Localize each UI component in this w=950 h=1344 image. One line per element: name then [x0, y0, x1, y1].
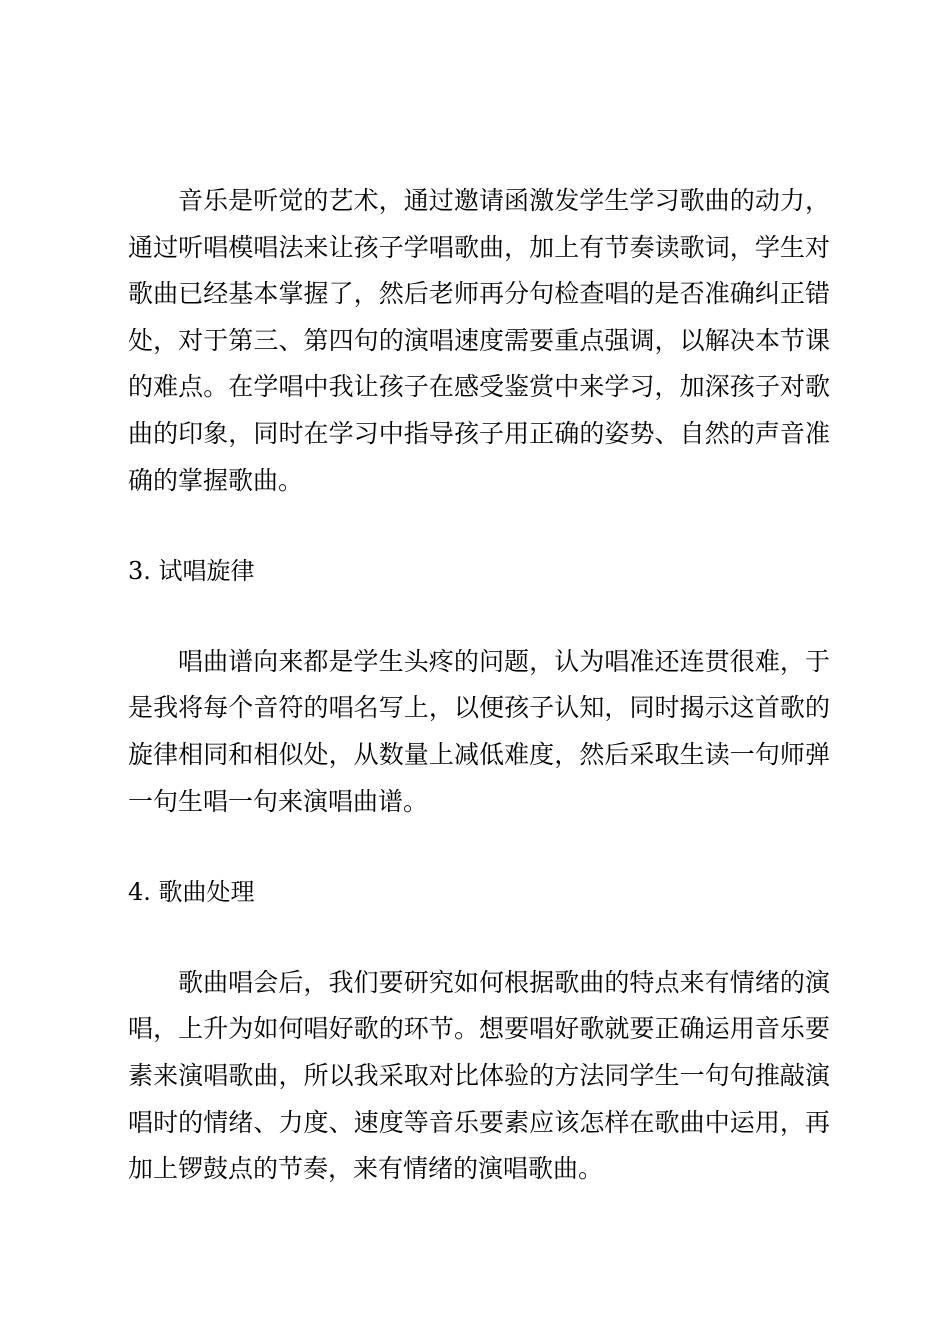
- section-heading-song-treatment: 4. 歌曲处理: [128, 878, 255, 907]
- document-page: [128, 178, 830, 1193]
- section-heading-sight-singing: 3. 试唱旋律: [128, 557, 255, 586]
- spacer: [128, 595, 830, 639]
- paragraph-music-listening: 音乐是听觉的艺术，通过邀请函激发学生学习歌曲的动力，通过听唱模唱法来让孩子学唱歌曲，加上有节奏读歌词，学生对歌曲已经基本掌握了，然后老师再分句检查唱的是否准确纠正错处，对于第三、第四句的演唱速度需要重点强调，以解决本节课的难点。在学唱中我让孩子在感受鉴赏中来学习，加深孩子对歌曲的印象，同时在学习中指导孩子用正确的姿势、自然的声音准确的掌握歌曲。: [128, 186, 830, 495]
- spacer: [128, 825, 830, 869]
- paragraph-sight-singing: 唱曲谱向来都是学生头疼的问题，认为唱准还连贯很难，于是我将每个音符的唱名写上，以便孩子认知，同时揭示这首歌的旋律相同和相似处，从数量上减低难度，然后采取生读一句师弹一句生唱一句来演唱曲谱。: [128, 646, 830, 816]
- spacer: [128, 504, 830, 548]
- paragraph-song-treatment: 歌曲唱会后，我们要研究如何根据歌曲的特点来有情绪的演唱，上升为如何唱好歌的环节。想要唱好歌就要正确运用音乐要素来演唱歌曲，所以我采取对比体验的方法同学生一句句推敲演唱时的情绪、力度、速度等音乐要素应该怎样在歌曲中运用，再加上锣鼓点的节奏，来有情绪的演唱歌曲。: [128, 967, 830, 1184]
- spacer: [128, 916, 830, 960]
